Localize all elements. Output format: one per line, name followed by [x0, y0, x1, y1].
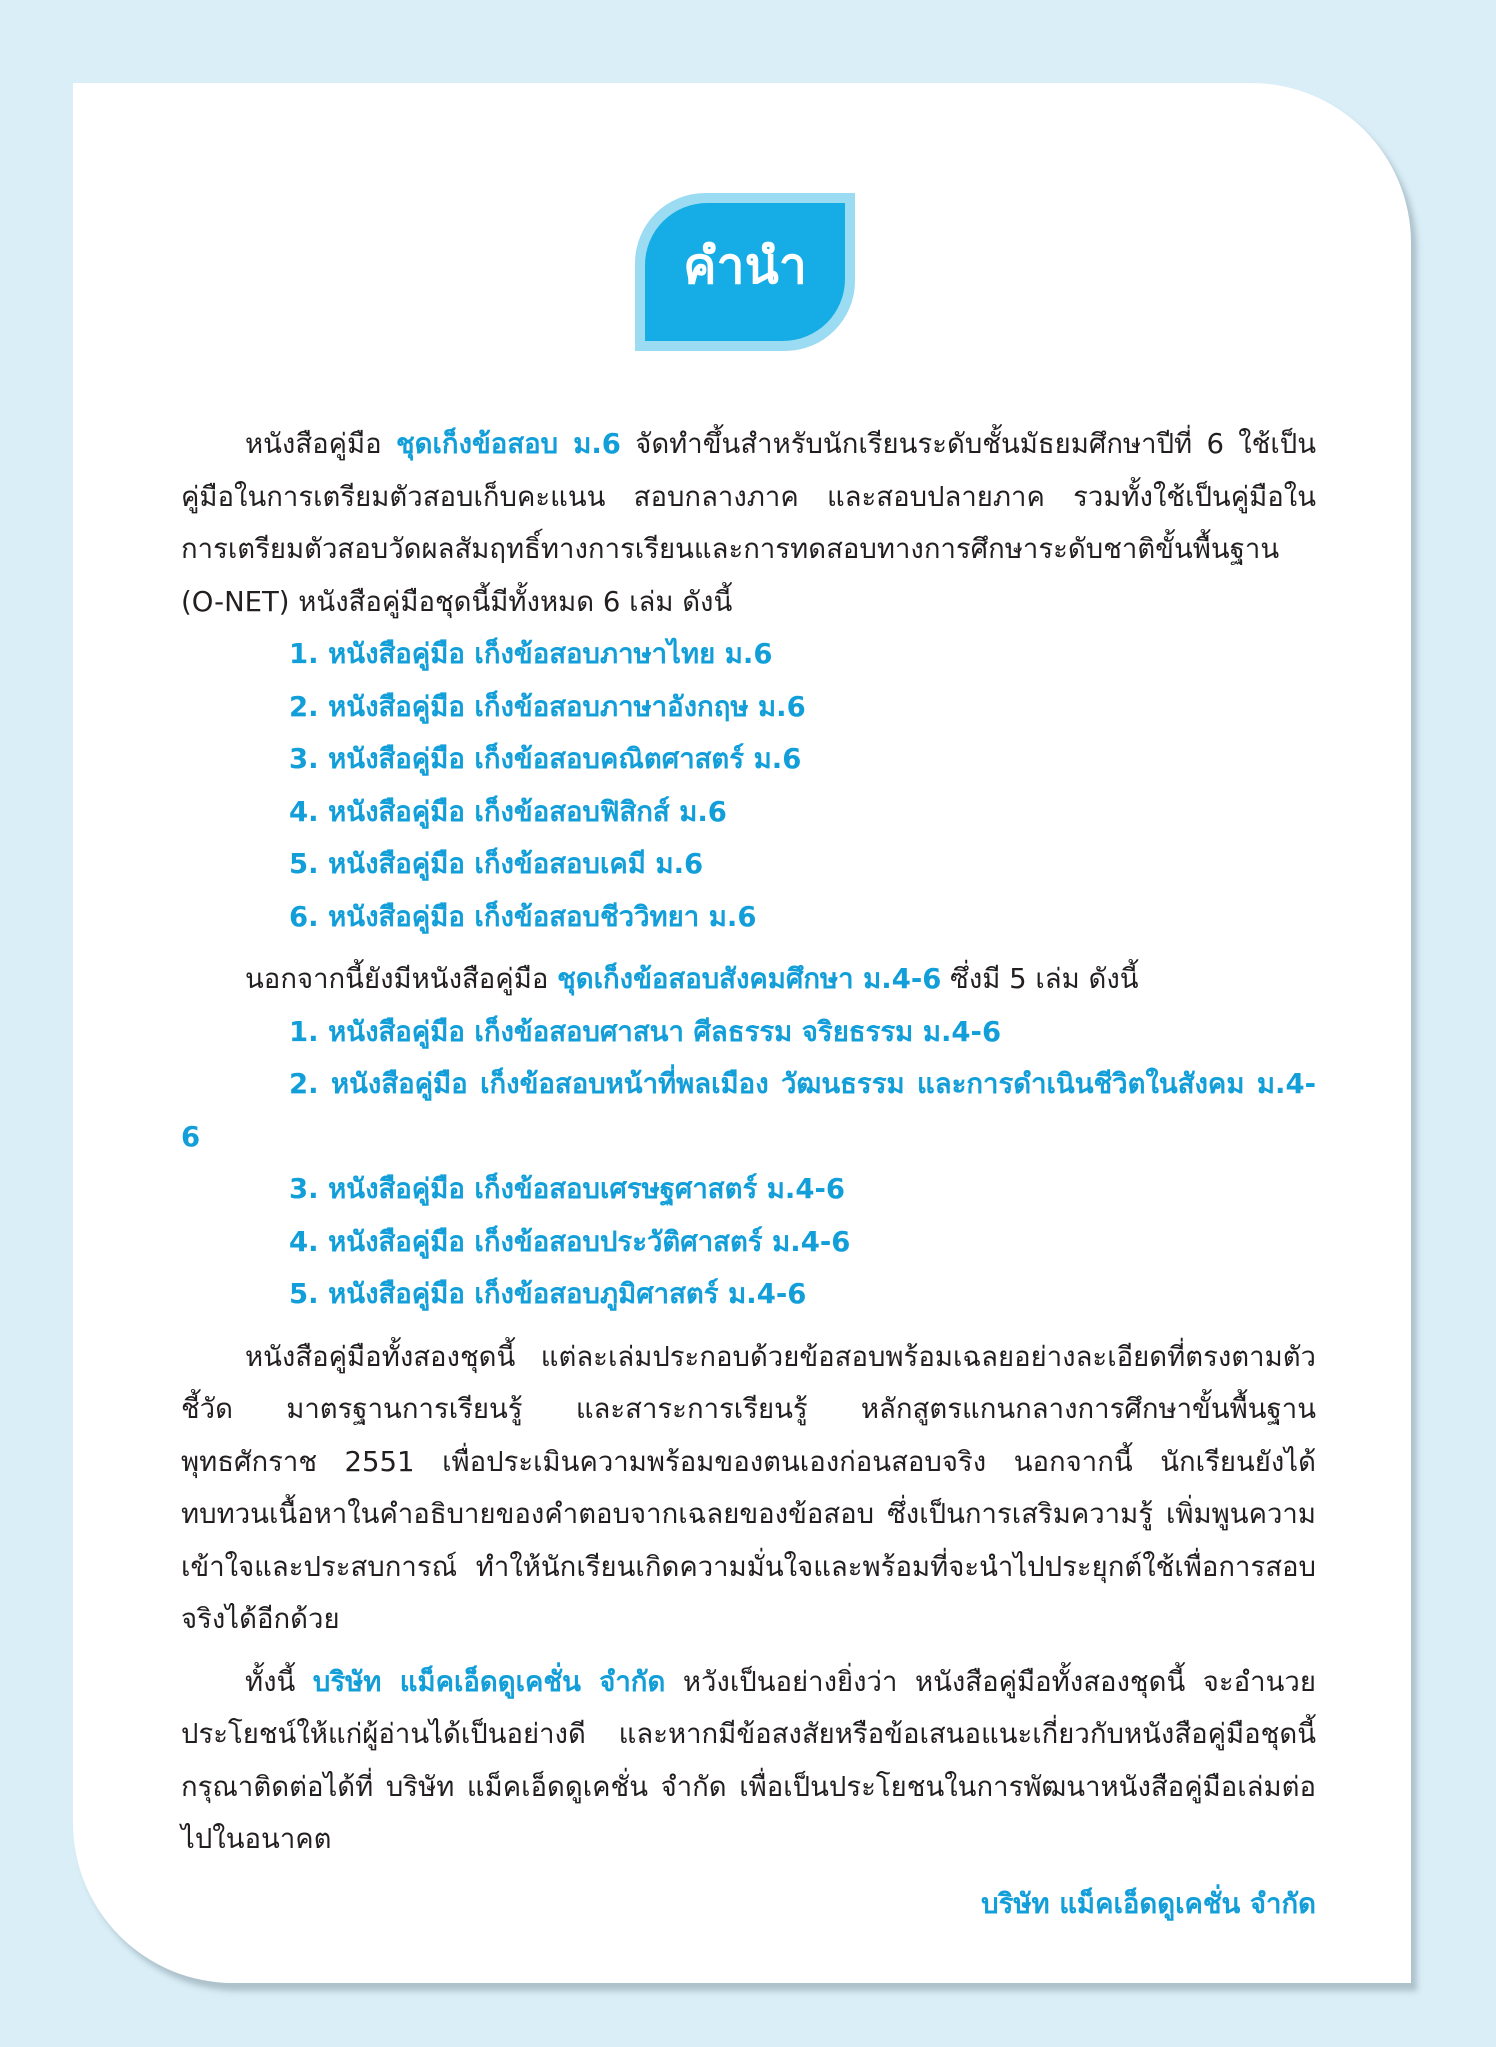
series2-name: ชุดเก็งข้อสอบสังคมศึกษา ม.4-6	[557, 963, 942, 995]
series1-name: ชุดเก็งข้อสอบ ม.6	[396, 428, 621, 460]
series1-book-item: 5. หนังสือคู่มือ เก็งข้อสอบเคมี ม.6	[289, 848, 704, 880]
series1-book-list	[181, 628, 1316, 943]
series2-book-item: 1. หนังสือคู่มือ เก็งข้อสอบศาสนา ศีลธรรม จริยธรรม ม.4-6	[289, 1015, 1002, 1048]
series1-book-item: 4. หนังสือคู่มือ เก็งข้อสอบฟิสิกส์ ม.6	[289, 795, 727, 828]
preface-content	[181, 418, 1316, 1930]
signature: บริษัท แม็คเอ็ดดูเคชั่น จำกัด	[981, 1887, 1316, 1920]
series1-book-item: 3. หนังสือคู่มือ เก็งข้อสอบคณิตศาสตร์ ม.6	[289, 743, 802, 775]
spacer	[181, 943, 1316, 953]
social-part1: นอกจากนี้ยังมีหนังสือคู่มือ	[245, 963, 549, 995]
details-paragraph: หนังสือคู่มือทั้งสองชุดนี้ แต่ละเล่มประกอบด้วยข้อสอบพร้อมเฉลยอย่างละเอียดที่ตรงตามตัวชี้วัด มาตรฐานการเรียนรู้ และสาระการเรียนรู้ หลักสูตรแกนกลางการศึกษาขั้นพื้นฐาน พุทธศักราช 2551 เพื่อประเมินความพร้อมของตนเองก่อนสอบจริง นอกจากนี้ นักเรียนยังได้ทบทวนเนื้อหาในคำอธิบายของคำตอบจากเฉลยของข้อสอบ ซึ่งเป็นการเสริมความรู้ เพิ่มพูนความเข้าใจและประสบการณ์ ทำให้นักเรียนเกิดความมั่นใจและพร้อมที่จะนำไปประยุกต์ใช้เพื่อการสอบจริงได้อีกด้วย	[181, 1340, 1316, 1635]
series2-book-list	[181, 1006, 1316, 1321]
title-tab	[635, 193, 855, 351]
page-card	[73, 83, 1411, 1983]
company-name: บริษัท แม็คเอ็ดดูเคชั่น จำกัด	[312, 1665, 666, 1698]
spacer	[181, 1321, 1316, 1331]
page-title: คำนำ	[683, 237, 807, 295]
intro-part1: หนังสือคู่มือ	[245, 428, 382, 460]
intro-part2: จัดทำขึ้นสำหรับนักเรียนระดับชั้นมัธยมศึกษาปีที่ 6 ใช้เป็นคู่มือในการเตรียมตัวสอบเก็บคะแนน สอบกลางภาค และสอบปลายภาค รวมทั้งใช้เป็นคู่มือในการเตรียมตัวสอบวัดผลสัมฤทธิ์ทางการเรียนและการทดสอบทางการศึกษาระดับชาติขั้นพื้นฐาน (O-NET) หนังสือคู่มือชุดนี้มีทั้งหมด 6 เล่ม ดังนี้	[181, 428, 1316, 618]
closing-part2: หวังเป็นอย่างยิ่งว่า หนังสือคู่มือทั้งสองชุดนี้ จะอำนวยประโยชน์ให้แก่ผู้อ่านได้เป็นอย่างดี และหากมีข้อสงสัยหรือข้อเสนอแนะเกี่ยวกับหนังสือคู่มือชุดนี้ กรุณาติดต่อได้ที่ บริษัท แม็คเอ็ดดูเคชั่น จำกัด เพื่อเป็นประโยชนในการพัฒนาหนังสือคู่มือเล่มต่อไปในอนาคต	[181, 1665, 1316, 1855]
intro-paragraph	[181, 418, 1316, 628]
closing-part1: ทั้งนี้	[245, 1665, 296, 1698]
series1-book-item: 6. หนังสือคู่มือ เก็งข้อสอบชีววิทยา ม.6	[289, 900, 757, 933]
series2-book-item: 3. หนังสือคู่มือ เก็งข้อสอบเศรษฐศาสตร์ ม.4-6	[289, 1173, 846, 1205]
closing-paragraph	[181, 1656, 1316, 1866]
series2-book-item: 4. หนังสือคู่มือ เก็งข้อสอบประวัติศาสตร์ ม.4-6	[289, 1225, 851, 1258]
series1-book-item: 1. หนังสือคู่มือ เก็งข้อสอบภาษาไทย ม.6	[289, 638, 773, 670]
social-paragraph	[181, 953, 1316, 1006]
title-tab-inner	[645, 203, 845, 341]
spacer	[181, 1646, 1316, 1656]
series2-book-item: 5. หนังสือคู่มือ เก็งข้อสอบภูมิศาสตร์ ม.4-6	[289, 1278, 807, 1310]
series1-book-item: 2. หนังสือคู่มือ เก็งข้อสอบภาษาอังกฤษ ม.6	[289, 690, 806, 723]
social-part2: ซึ่งมี 5 เล่ม ดังนี้	[950, 963, 1139, 995]
series2-book-item: 2. หนังสือคู่มือ เก็งข้อสอบหน้าที่พลเมือง วัฒนธรรม และการดำเนินชีวิตในสังคม ม.4-6	[181, 1068, 1316, 1153]
